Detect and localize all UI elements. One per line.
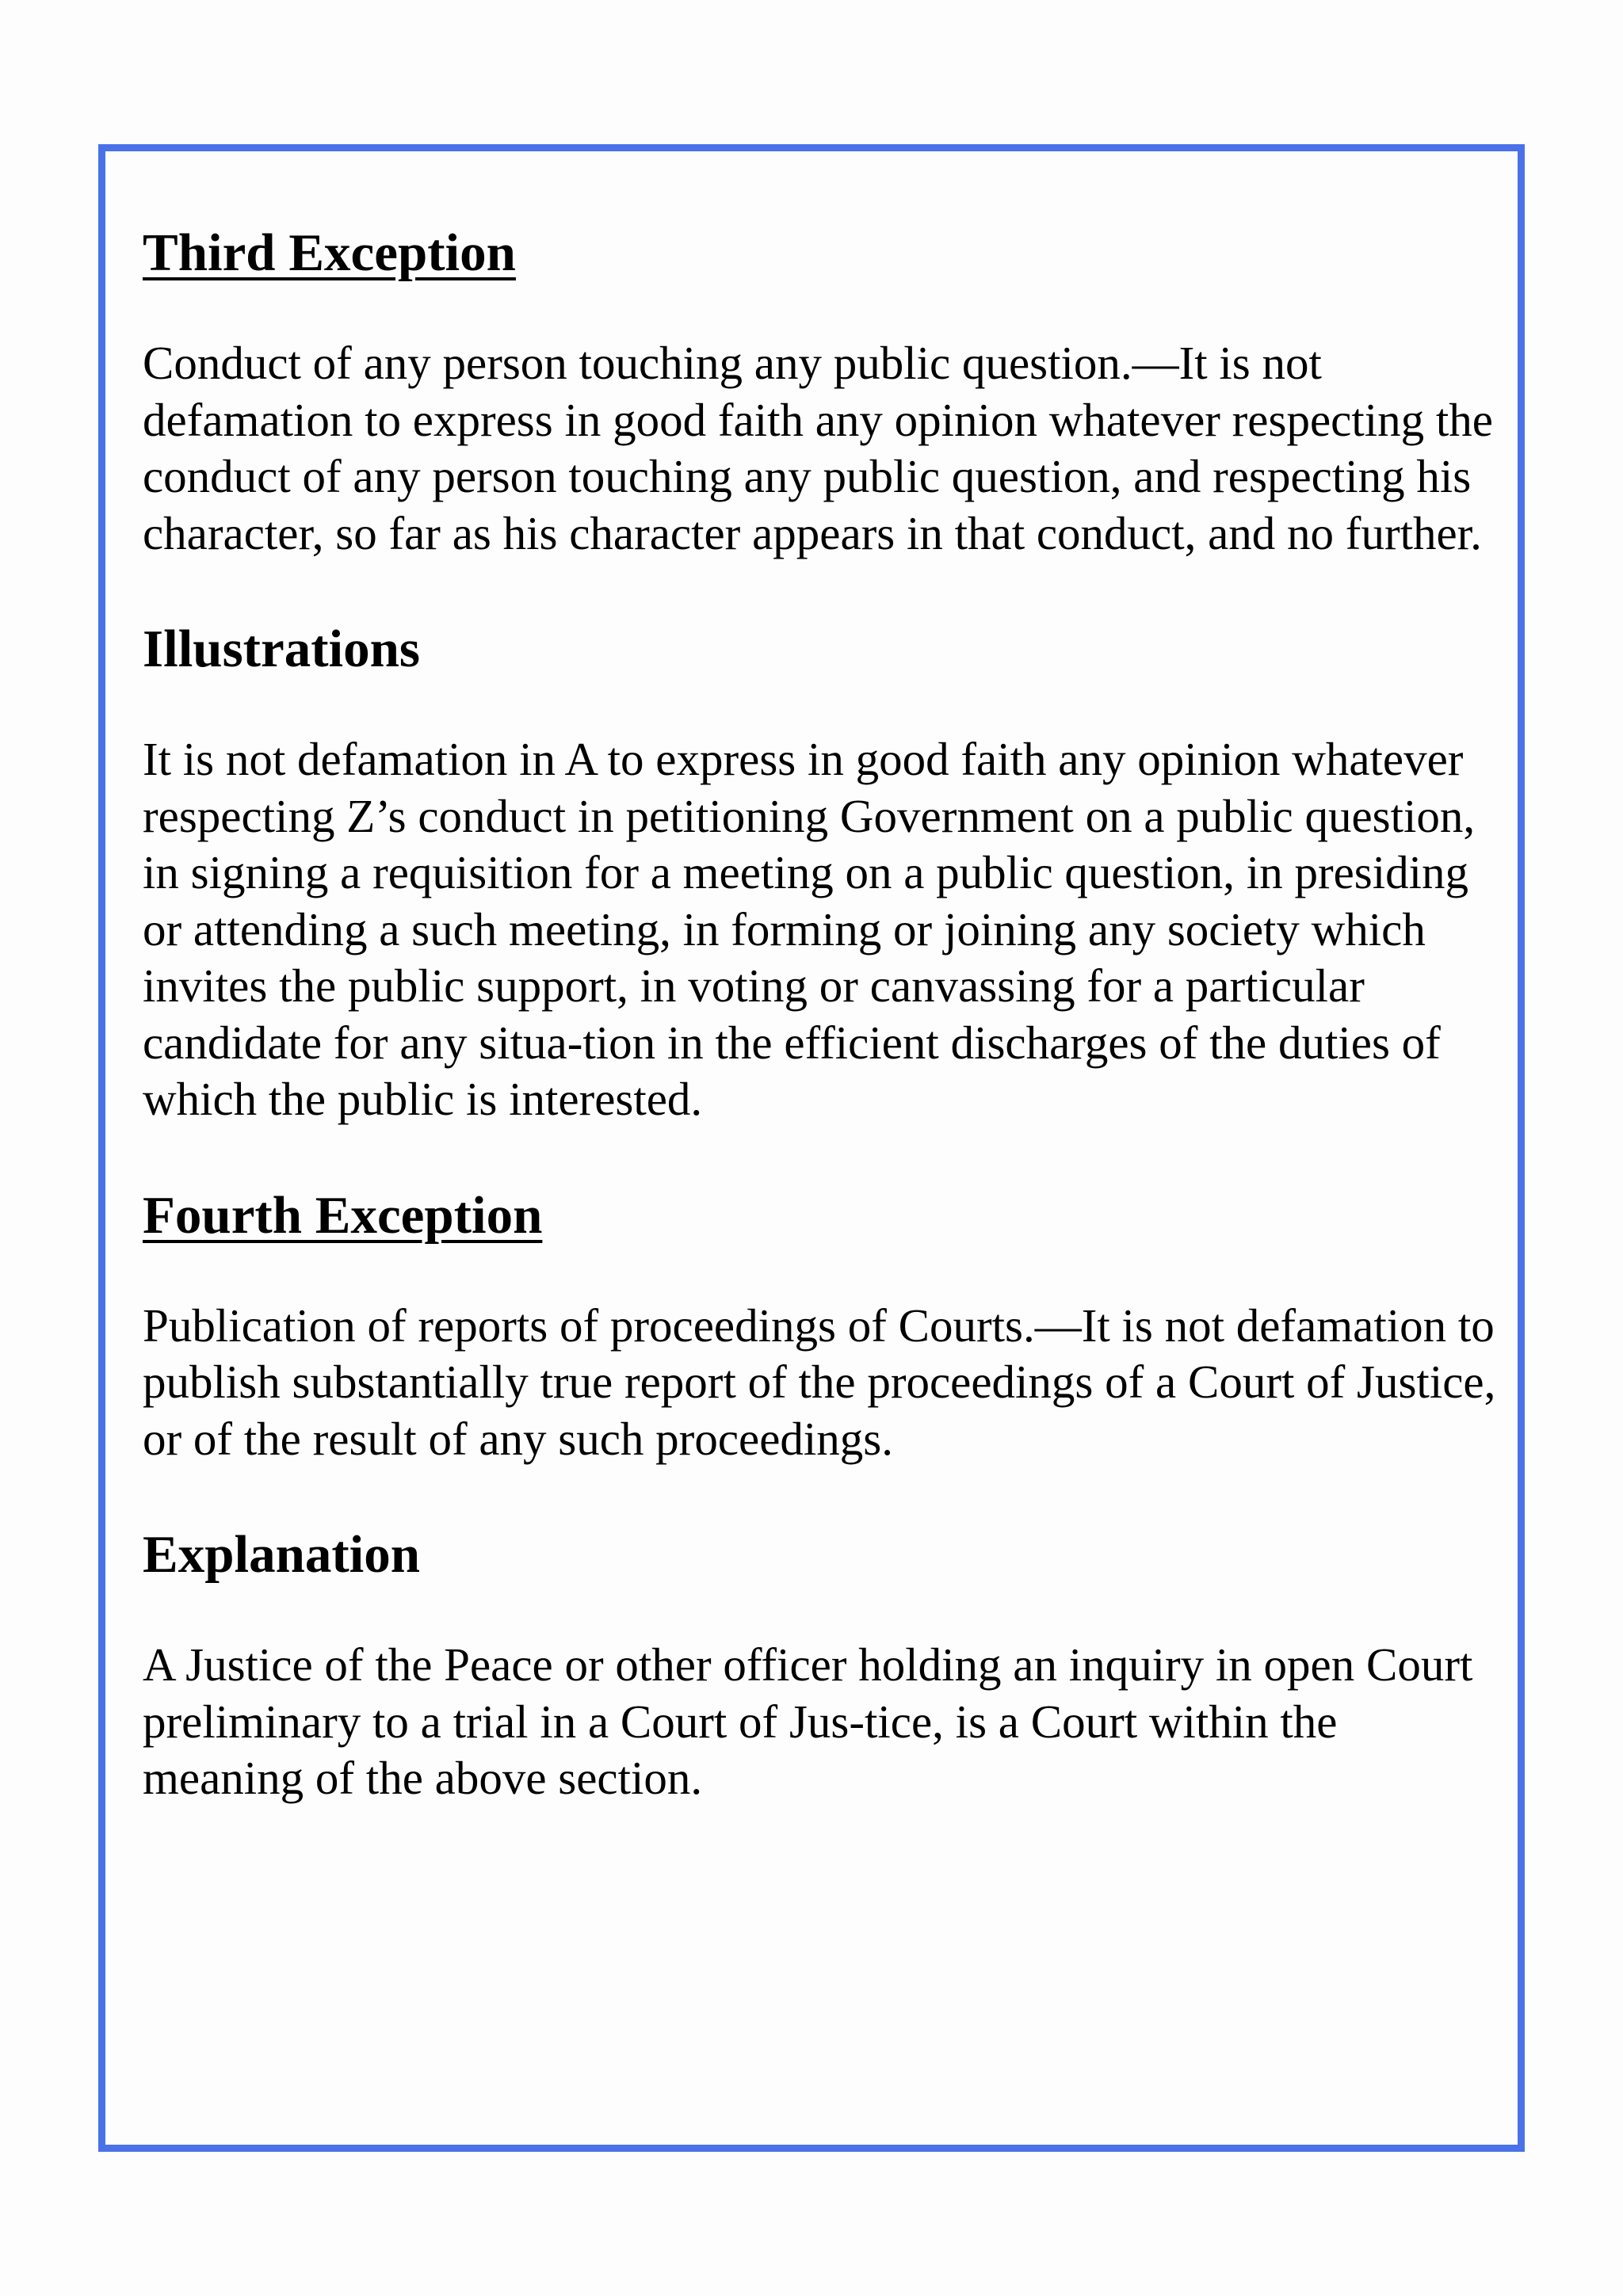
illustrations-heading: Illustrations: [143, 620, 420, 678]
illustrations-text: It is not defamation in A to express in good faith any opinion whatever respecting Z’s conduct in petitioning Government on a public question, in signing a requisition for a meeting on a public question, in presiding or attending a such meeting, in forming or joining any society which invites the public support, in voting or canvassing for a particular candidate for any situa-tion in the efficient discharges of the duties of which the public is interested.: [143, 733, 1476, 1125]
fourth-exception-heading: Fourth Exception: [143, 1185, 543, 1245]
explanation-text: A Justice of the Peace or other officer holding an inquiry in open Court preliminary to a trial in a Court of Jus-tice, is a Court within the meaning of the above section.: [143, 1638, 1473, 1804]
page-frame: [98, 144, 1525, 2152]
third-exception-heading: Third Exception: [143, 223, 516, 282]
third-exception-text: Conduct of any person touching any public question.—It is not defamation to express in good faith any opinion whatever respecting the conduct of any person touching any public question, and respecting his character, so far as his character appears in that conduct, and no further.: [143, 337, 1493, 559]
explanation-heading: Explanation: [143, 1525, 421, 1584]
fourth-exception-text: Publication of reports of proceedings of Courts.—It is not defamation to publish substantially true report of the proceedings of a Court of Justice, or of the result of any such proceedings.: [143, 1299, 1496, 1465]
document-content: [143, 221, 1506, 1807]
